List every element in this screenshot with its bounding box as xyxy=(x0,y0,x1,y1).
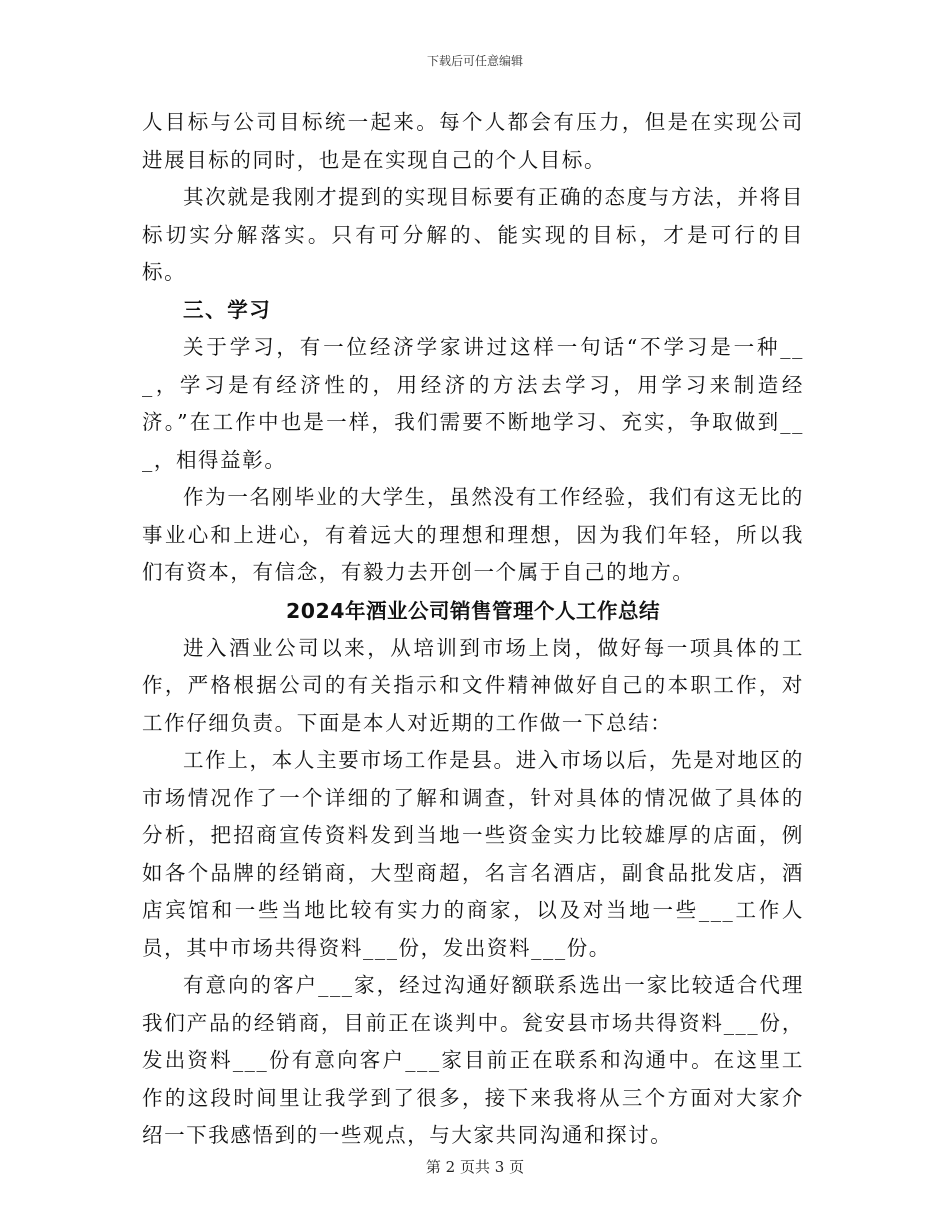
paragraph-market-work: 工作上，本人主要市场工作是县。进入市场以后，先是对地区的市场情况作了一个详细的了解和调查，针对具体的情况做了具体的分析，把招商宣传资料发到当地一些资金实力比较雄厚的店面，例如各个品牌的经销商，大型商超，名言名酒店，副食品批发店，酒店宾馆和一些当地比较有实力的商家，以及对当地一些___工作人员，其中市场共得资料___份，发出资料___份。 xyxy=(142,748,804,960)
page-header: 下载后可任意编辑 xyxy=(426,54,523,68)
paragraph-goal-method: 其次就是我刚才提到的实现目标要有正确的态度与方法，并将目标切实分解落实。只有可分解的、能实现的目标，才是可行的目标。 xyxy=(142,185,804,284)
paragraph-clients: 有意向的客户___家，经过沟通好额联系选出一家比较适合代理我们产品的经销商，目前正在谈判中。瓮安县市场共得资料___份，发出资料___份有意向客户___家目前正在联系和沟通中。在这里工作的这段时间里让我学到了很多，接下来我将从三个方面对大家介绍一下我感悟到的一些观点，与大家共同沟通和探讨。 xyxy=(142,973,804,1147)
page-footer: 第 2 页共 3 页 xyxy=(425,1158,525,1176)
section-heading-learning: 三、学习 xyxy=(183,297,272,322)
document-body xyxy=(142,104,804,1155)
paragraph-goal-unity: 人目标与公司目标统一起来。每个人都会有压力，但是在实现公司进展目标的同时，也是在实现自己的个人目标。 xyxy=(142,110,804,172)
paragraph-graduate: 作为一名刚毕业的大学生，虽然没有工作经验，我们有这无比的事业心和上进心，有着远大的理想和理想，因为我们年轻，所以我们有资本，有信念，有毅力去开创一个属于自己的地方。 xyxy=(142,485,804,584)
document-title: 2024年酒业公司销售管理个人工作总结 xyxy=(285,598,661,623)
paragraph-learning-quote: 关于学习，有一位经济学家讲过这样一句话“不学习是一种___，学习是有经济性的，用经济的方法去学习，用学习来制造经济。”在工作中也是一样，我们需要不断地学习、充实，争取做到___，相得益彰。 xyxy=(142,335,804,472)
paragraph-intro: 进入酒业公司以来，从培训到市场上岗，做好每一项具体的工作，严格根据公司的有关指示和文件精神做好自己的本职工作，对工作仔细负责。下面是本人对近期的工作做一下总结： xyxy=(142,635,804,735)
